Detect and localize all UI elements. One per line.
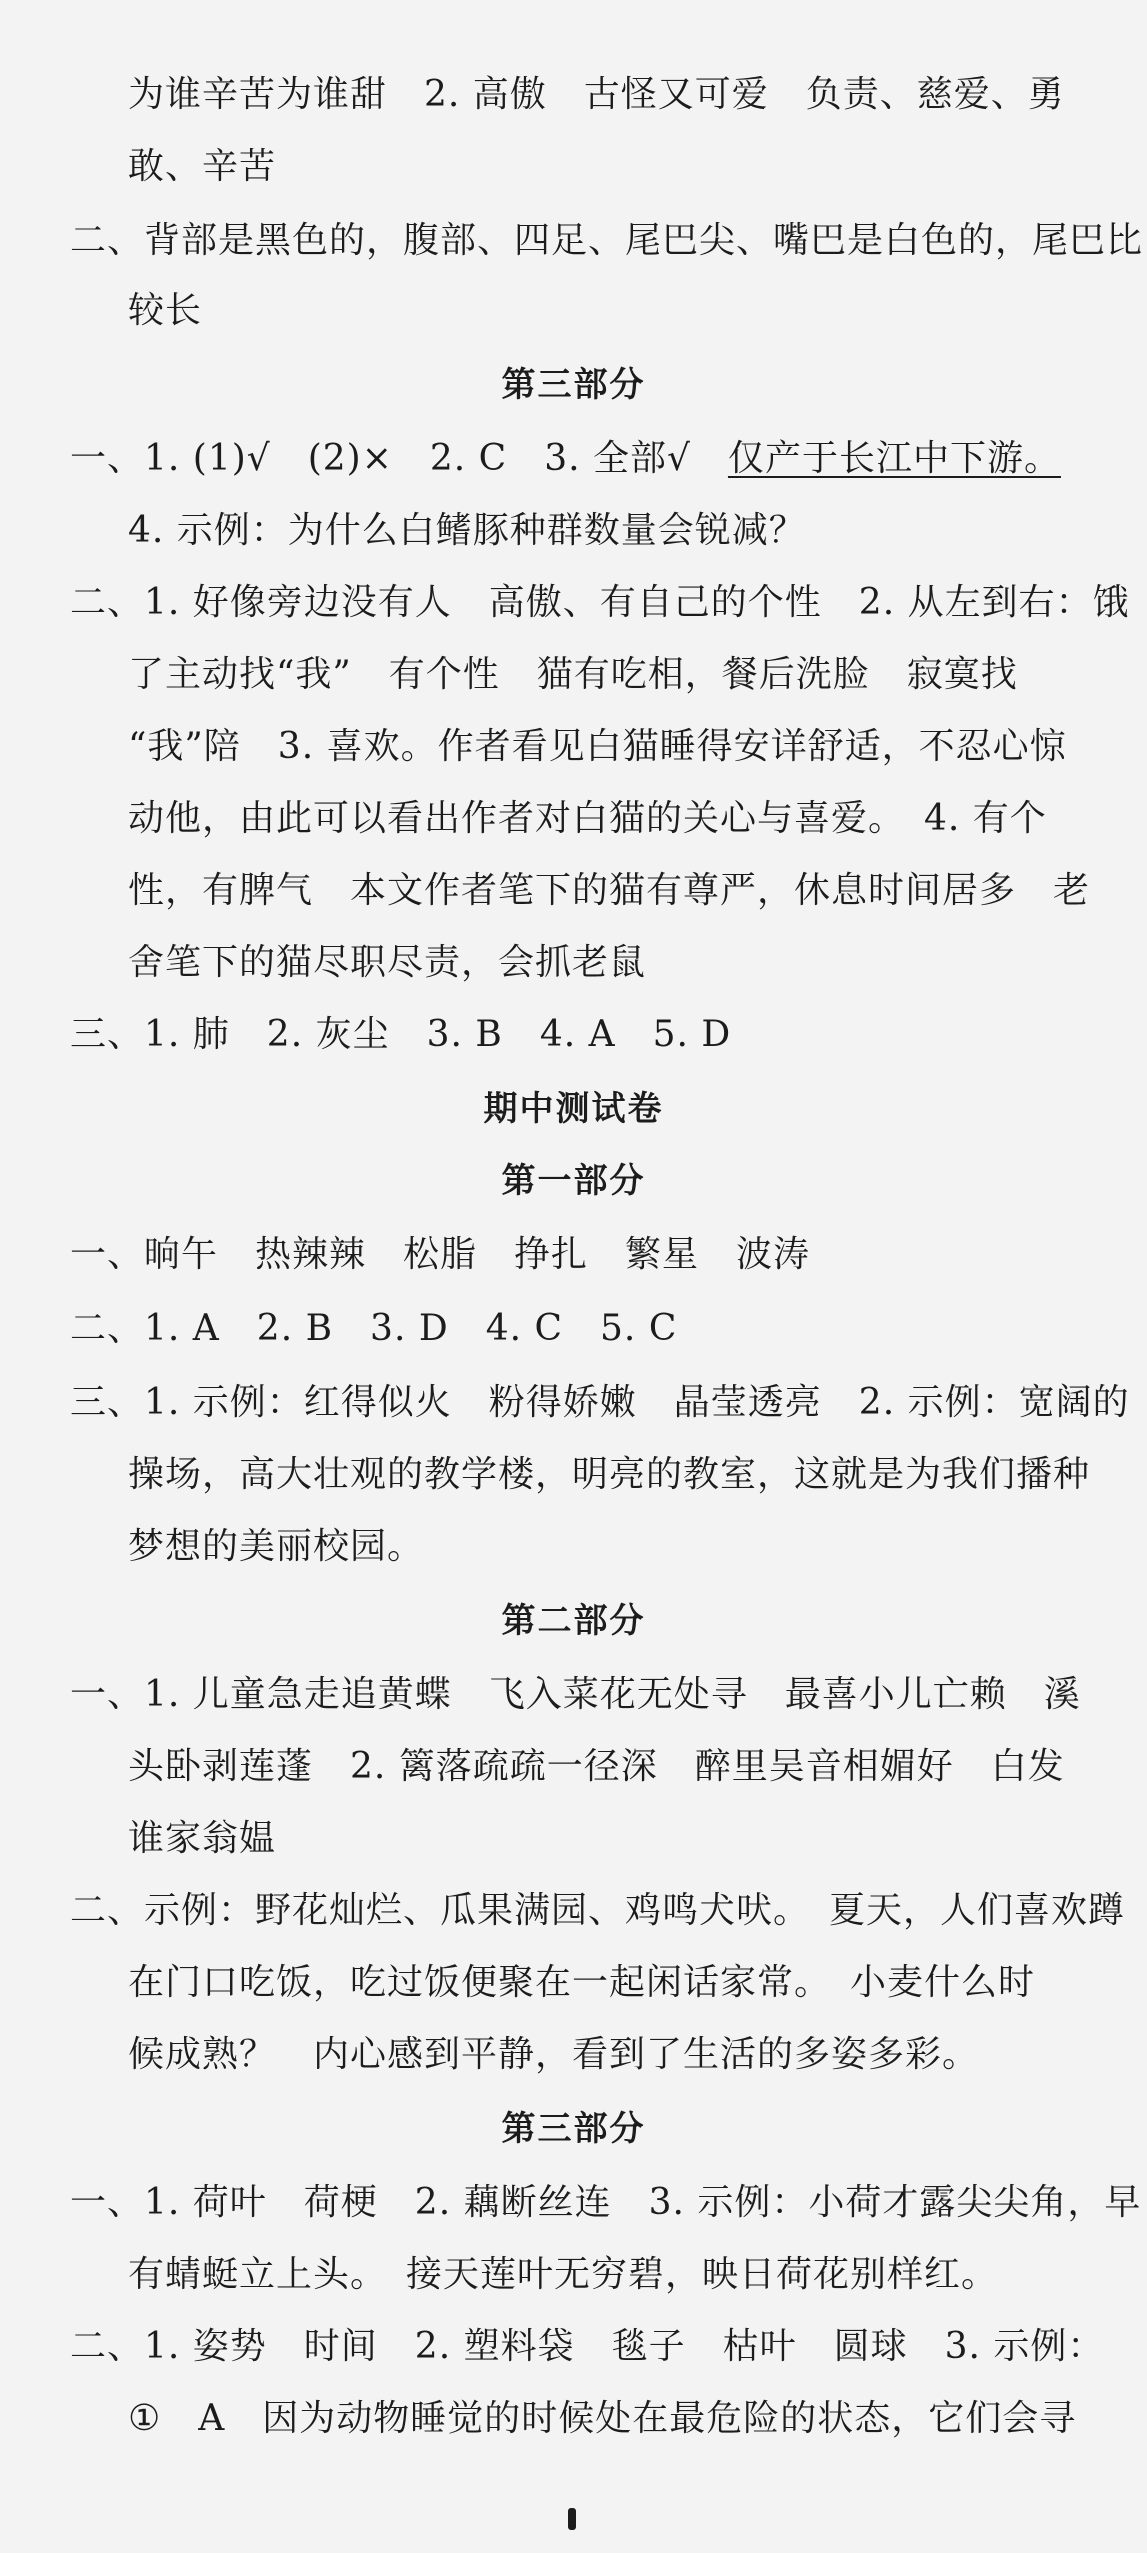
text-line [70, 436, 1061, 482]
text-line: 4. 示例：为什么白鳍豚种群数量会锐减？ [128, 510, 806, 551]
text-line: 有蜻蜓立上头。 接天莲叶无穷碧，映日荷花别样红。 [128, 2254, 999, 2295]
text-line: “我”陪 3. 喜欢。作者看见白猫睡得安详舒适，不忍心惊 [128, 726, 1067, 767]
text-line: 二、背部是黑色的，腹部、四足、尾巴尖、嘴巴是白色的，尾巴比 [70, 220, 1144, 261]
text-line: 梦想的美丽校园。 [128, 1526, 425, 1567]
text-line: 一、1. 荷叶 荷梗 2. 藕断丝连 3. 示例：小荷才露尖尖角，早 [70, 2182, 1142, 2223]
text-line: 谁家翁媪 [128, 1818, 277, 1859]
text-segment: 一、1. (1)√ (2)× 2. C 3. 全部√ [70, 438, 728, 479]
text-line: 二、1. A 2. B 3. D 4. C 5. C [70, 1308, 678, 1349]
text-line: 操场，高大壮观的教学楼，明亮的教室，这就是为我们播种 [128, 1454, 1091, 1495]
text-line: 一、1. 儿童急走追黄蝶 飞入菜花无处寻 最喜小儿亡赖 溪 [70, 1674, 1081, 1715]
text-line: 舍笔下的猫尽职尽责，会抓老鼠 [128, 942, 647, 983]
text-line: ① A 因为动物睡觉的时候处在最危险的状态，它们会寻 [128, 2398, 1077, 2439]
section-heading: 期中测试卷 [483, 1089, 664, 1129]
text-line: 了主动找“我” 有个性 猫有吃相，餐后洗脸 寂寞找 [128, 654, 1018, 695]
text-line: 二、1. 姿势 时间 2. 塑料袋 毯子 枯叶 圆球 3. 示例： [70, 2326, 1105, 2367]
underlined-answer: 仅产于长江中下游。 [727, 438, 1061, 479]
section-heading: 第三部分 [501, 365, 646, 405]
text-line: 二、示例：野花灿烂、瓜果满园、鸡鸣犬吠。 夏天，人们喜欢蹲 [70, 1890, 1126, 1931]
text-line: 二、1. 好像旁边没有人 高傲、有自己的个性 2. 从左到右：饿 [70, 582, 1130, 623]
text-line: 头卧剥莲蓬 2. 篱落疏疏一径深 醉里吴音相媚好 白发 [128, 1746, 1065, 1787]
text-line: 性，有脾气 本文作者笔下的猫有尊严，休息时间居多 老 [128, 870, 1091, 911]
text-line: 一、晌午 热辣辣 松脂 挣扎 繁星 波涛 [70, 1234, 811, 1275]
text-line: 动他，由此可以看出作者对白猫的关心与喜爱。 4. 有个 [128, 798, 1047, 839]
section-heading: 第二部分 [501, 1601, 646, 1641]
text-line: 在门口吃饭，吃过饭便聚在一起闲话家常。 小麦什么时 [128, 1962, 1036, 2003]
text-line: 三、1. 示例：红得似火 粉得娇嫩 晶莹透亮 2. 示例：宽阔的 [70, 1382, 1130, 1423]
text-line: 三、1. 肺 2. 灰尘 3. B 4. A 5. D [70, 1014, 732, 1055]
section-heading: 第一部分 [501, 1161, 646, 1201]
text-line: 候成熟？ 内心感到平静，看到了生活的多姿多彩。 [128, 2034, 980, 2075]
text-line: 较长 [128, 290, 203, 331]
text-line: 敢、辛苦 [128, 146, 277, 187]
ink-mark [568, 2508, 576, 2530]
section-heading: 第三部分 [501, 2109, 646, 2149]
text-line: 为谁辛苦为谁甜 2. 高傲 古怪又可爱 负责、慈爱、勇 [128, 74, 1065, 115]
